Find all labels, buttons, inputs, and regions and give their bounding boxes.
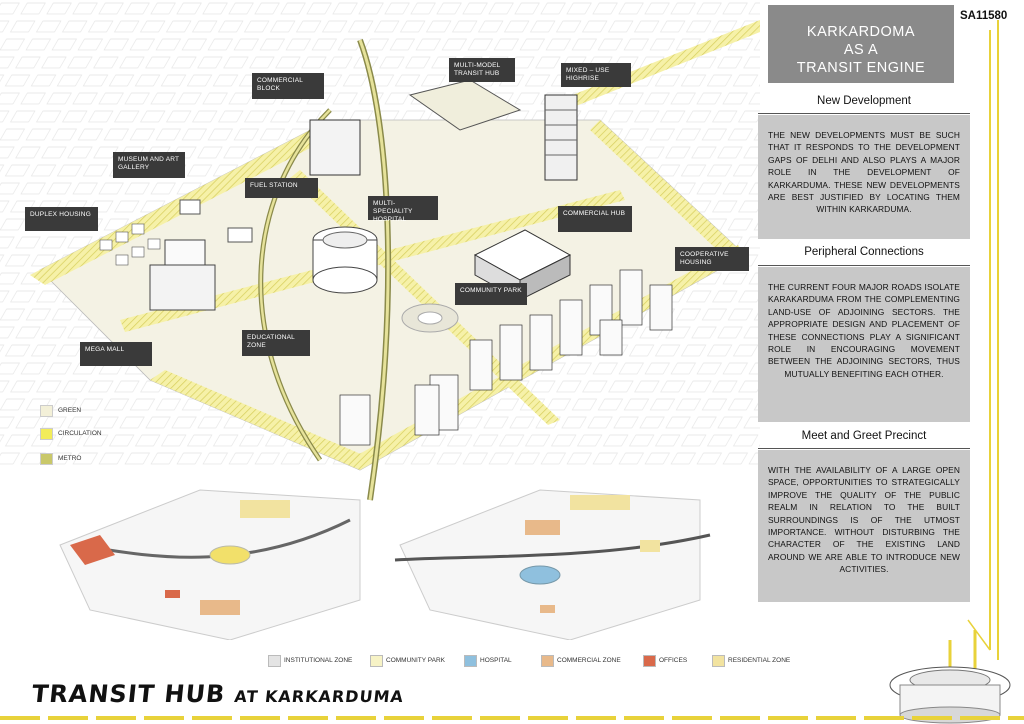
label-educational-zone: EDUCATIONAL ZONE	[242, 330, 310, 356]
section-divider	[758, 265, 970, 266]
section-body-meet-and-greet: WITH THE AVAILABILITY OF A LARGE OPEN SPACE, OPPORTUNITIES TO STRATEGICALLY IMPROVE THE QUALITY OF THE PUBLIC REALM IN RELATION TO THE BUILT SURROUNDINGS IS OF THE UTMOST IMPORTANCE. WITHOUT DISTURBING THE CHARACTER OF THE EXISTING LAND AROUND WE ARE ABLE TO INTRODUCE NEW ACTIVITIES.	[758, 450, 970, 602]
zone-swatch	[370, 655, 383, 667]
panel-title-line: KARKARDOMA	[806, 24, 916, 40]
zone-swatch	[464, 655, 477, 667]
label-mixed-use-highrise: MIXED – USE HIGHRISE	[561, 63, 631, 87]
zone-label: COMMUNITY PARK	[386, 657, 445, 664]
zone-swatch	[643, 655, 656, 667]
section-body-new-development: THE NEW DEVELOPMENTS MUST BE SUCH THAT IT RESPONDS TO THE DEVELOPMENT GAPS OF DELHI AND ALSO PLAYS A MAJOR ROLE IN THE DEVELOPMENT OF KARKARDUMA. THESE NEW DEVELOPMENTS ARE BEST JUSTIFIED BY LOCATING THEM WITHIN KARKARDUMA.	[758, 115, 970, 239]
poster-title	[31, 680, 406, 708]
section-body-peripheral-connections: THE CURRENT FOUR MAJOR ROADS ISOLATE KARAKARDUMA FROM THE COMPLEMENTING LAND-USE OF ADJOINING SECTORS. THE APPROPRIATE DESIGN AND PLACEMENT OF THESE CONNECTIONS PLAY A SIGNIFICANT ROLE IN ENCOURAGING MOVEMENT BETWEEN THE ADJOINING SECTORS, THUS MUTUALLY BENEFITING EACH OTHER.	[758, 267, 970, 422]
section-heading-meet-and-greet: Meet and Greet Precinct	[801, 430, 927, 442]
legend-swatch-metro	[40, 453, 53, 465]
zone-swatch	[712, 655, 725, 667]
legend-label: CIRCULATION	[58, 430, 102, 437]
label-museum-art-gallery: MUSEUM AND ART GALLERY	[113, 152, 185, 178]
label-commercial-block: COMMERCIAL BLOCK	[252, 73, 324, 99]
legend-label: METRO	[58, 455, 82, 462]
legend-swatch-circulation	[40, 428, 53, 440]
poster-title-sub: AT KARKARDUMA	[233, 687, 405, 706]
zone-label: OFFICES	[659, 657, 688, 664]
zone-label: COMMERCIAL ZONE	[557, 657, 621, 664]
sheet-code: SA11580	[960, 10, 1008, 22]
label-multi-speciality-hospital: MULTI-SPECIALITY HOSPITAL	[368, 196, 438, 220]
bottom-bar	[0, 712, 1024, 724]
panel-title-line: TRANSIT ENGINE	[796, 60, 926, 76]
section-heading-new-development: New Development	[817, 95, 911, 107]
label-multi-model-transit-hub: MULTI-MODEL TRANSIT HUB	[449, 58, 515, 82]
panel-title-line: AS A	[843, 42, 879, 58]
label-duplex-housing: DUPLEX HOUSING	[25, 207, 98, 231]
label-fuel-station: FUEL STATION	[245, 178, 318, 198]
zone-label: HOSPITAL	[480, 657, 512, 664]
legend-label: GREEN	[58, 407, 82, 414]
zone-swatch	[268, 655, 281, 667]
zone-label: RESIDENTIAL ZONE	[728, 657, 791, 664]
zone-label: INSTITUTIONAL ZONE	[284, 657, 353, 664]
label-community-park: COMMUNITY PARK	[455, 283, 527, 305]
label-cooperative-housing: COOPERATIVE HOUSING	[675, 247, 749, 271]
panel-title	[768, 5, 954, 83]
zone-swatch	[541, 655, 554, 667]
label-commercial-hub: COMMERCIAL HUB	[558, 206, 632, 232]
section-divider	[758, 113, 970, 114]
label-mega-mall: MEGA MALL	[80, 342, 152, 366]
section-heading-peripheral-connections: Peripheral Connections	[804, 246, 924, 258]
poster-title-main: TRANSIT HUB	[30, 680, 227, 708]
section-divider	[758, 448, 970, 449]
legend-swatch-green	[40, 405, 53, 417]
